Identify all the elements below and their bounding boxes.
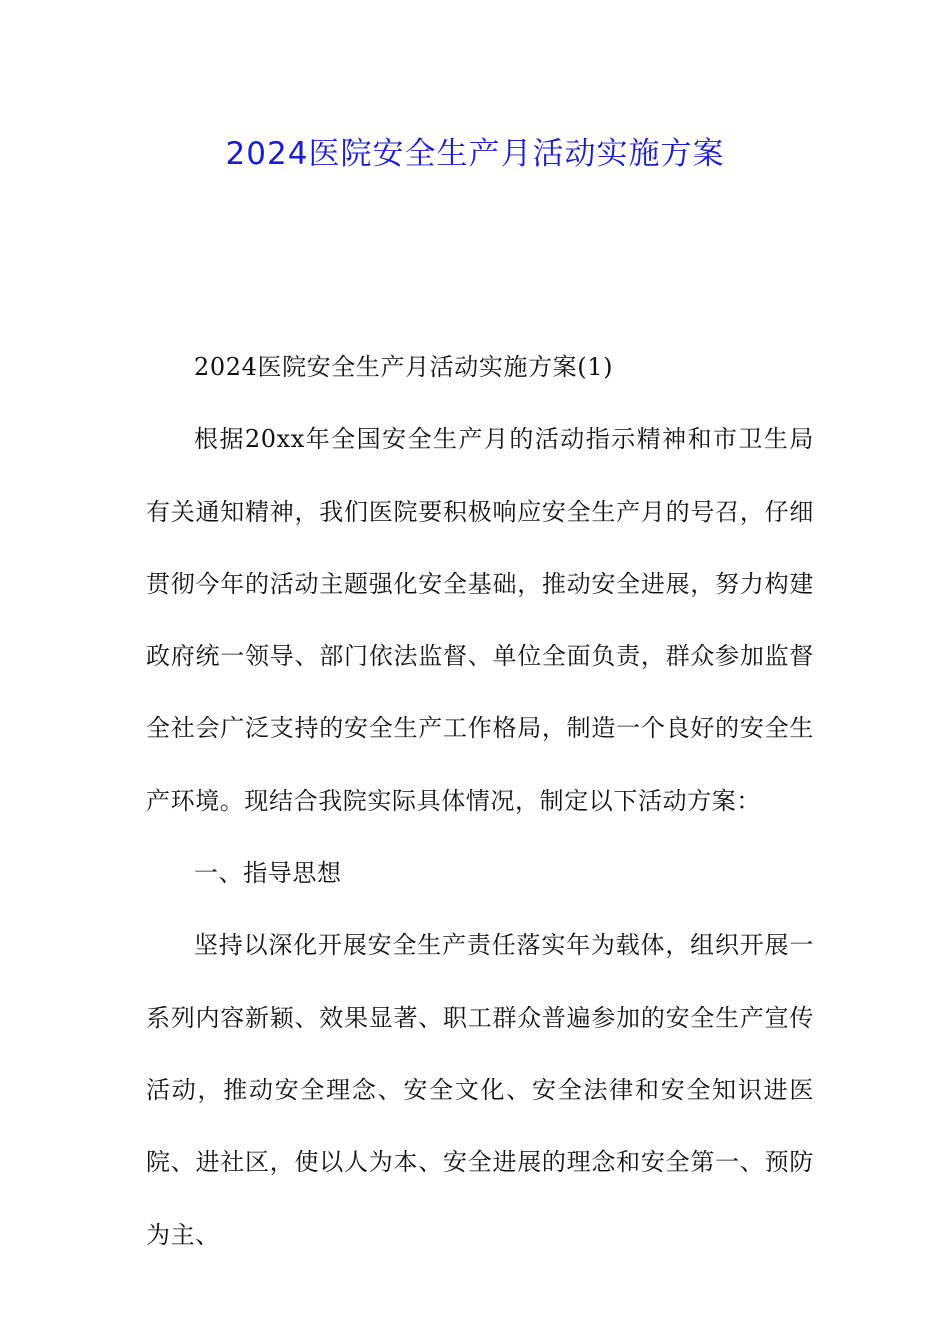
document-title: 2024医院安全生产月活动实施方案 [225,136,725,172]
paragraph-guiding-thought: 坚持以深化开展安全生产责任落实年为载体，组织开展一系列内容新颖、效果显著、职工群众普遍参加的安全生产宣传活动，推动安全理念、安全文化、安全法律和安全知识进医院、进社区，使以人为本、安全进展的理念和安全第一、预防为主、 [146,931,814,1249]
paragraph-intro: 根据20xx年全国安全生产月的活动指示精神和市卫生局有关通知精神，我们医院要积极响应安全生产月的号召，仔细贯彻今年的活动主题强化安全基础，推动安全进展，努力构建政府统一领导、部门依法监督、单位全面负责，群众参加监督全社会广泛支持的安全生产工作格局，制造一个良好的安全生产环境。现结合我院实际具体情况，制定以下活动方案： [146,425,814,815]
paragraph-subtitle: 2024医院安全生产月活动实施方案(1) [194,353,614,381]
section-heading-guiding-thought: 一、指导思想 [194,859,342,888]
document-body [146,331,814,1271]
